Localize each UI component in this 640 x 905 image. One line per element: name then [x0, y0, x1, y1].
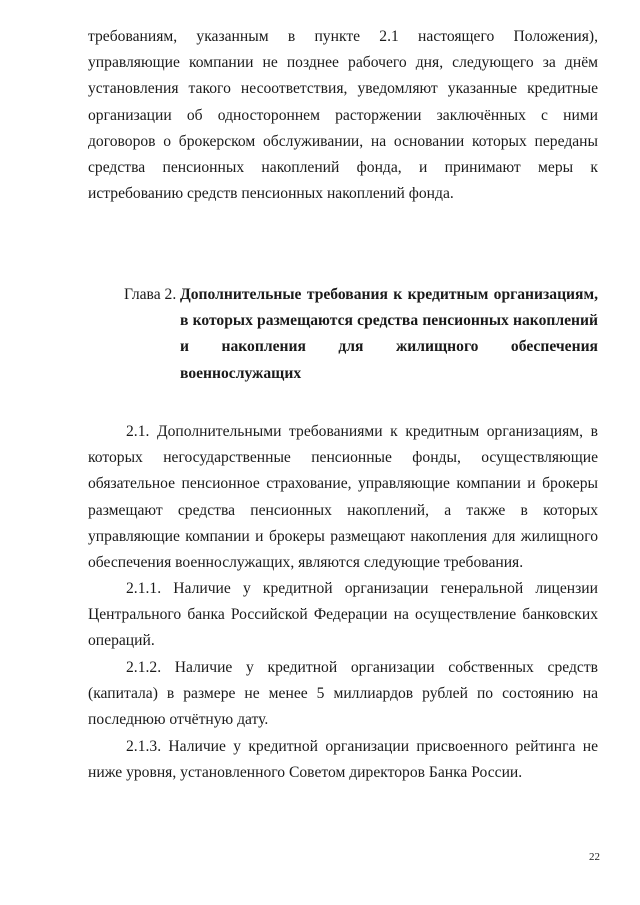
paragraph-2-1-3: 2.1.3. Наличие у кредитной организации присвоенного рейтинга не ниже уровня, установленного Советом директоров Банка России. [88, 738, 598, 782]
paragraph-2-1: 2.1. Дополнительными требованиями к кредитным организациям, в которых негосударственные пенсионные фонды, осуществляющие обязательное пенсионное страхование, управляющие компании и брокеры размещают средства пенсионных накоплений, а также в которых управляющие компании и брокеры размещают накопления для жилищного обеспечения военнослужащих, являются следующие требования. [88, 423, 598, 572]
chapter-title: Дополнительные требования к кредитным организациям, в которых размещаются средства пенсионных накоплений и накопления для жилищного обеспечения военнослужащих [180, 286, 598, 382]
continuation-paragraph: требованиям, указанным в пункте 2.1 настоящего Положения), управляющие компании не позднее рабочего дня, следующего за днём установления такого несоответствия, уведомляют указанные кредитные организации об одностороннем расторжении заключённых с ними договоров о брокерском обслуживании, на основании которых переданы средства пенсионных накоплений фонда, и принимают меры к истребованию средств пенсионных накоплений фонда. [88, 28, 598, 203]
paragraph-2-1-1: 2.1.1. Наличие у кредитной организации генеральной лицензии Центрального банка Российской Федерации на осуществление банковских операций. [88, 580, 598, 650]
chapter-label: Глава 2. [124, 286, 177, 303]
page-number: 22 [589, 851, 600, 863]
chapter-heading [124, 282, 598, 387]
paragraph-2-1-2: 2.1.2. Наличие у кредитной организации собственных средств (капитала) в размере не менее 5 миллиардов рублей по состоянию на последнюю отчётную дату. [88, 659, 598, 729]
